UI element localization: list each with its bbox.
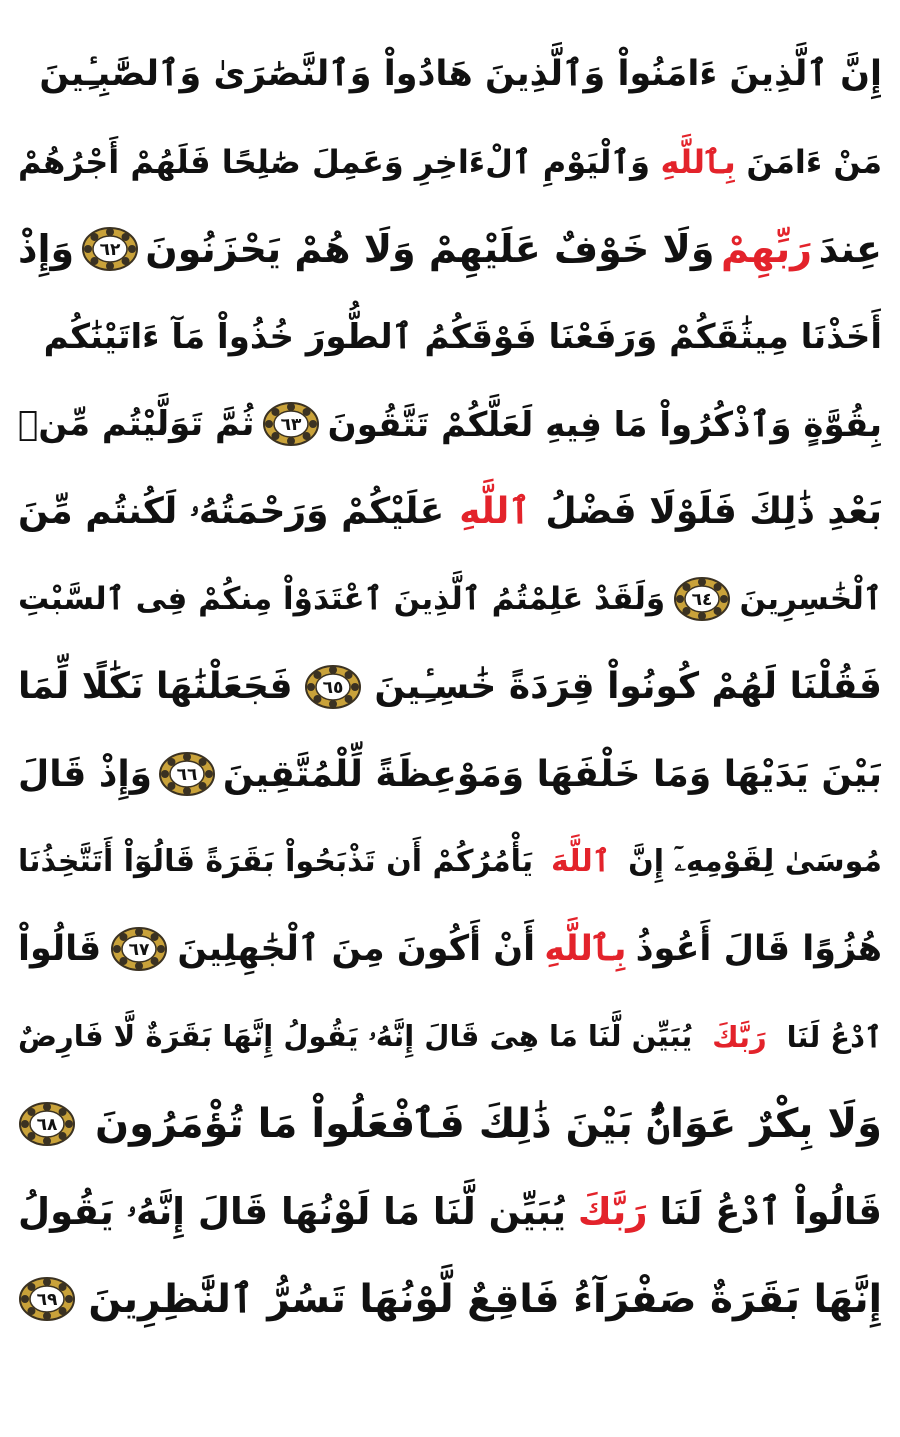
text-line xyxy=(18,993,882,1081)
text-line xyxy=(18,380,882,468)
divine-name-word: ٱللَّهِ xyxy=(459,491,531,532)
verse-text: أَنْ أَكُونَ مِنَ ٱلْجَٰهِلِينَ xyxy=(177,929,536,969)
divine-name-word: رَبَّكَ xyxy=(577,1190,648,1233)
divine-name-word: رَبَّكَ xyxy=(712,1019,767,1054)
verse-text: يُبَيِّن لَّنَا مَا هِىَ قَالَ إِنَّهُۥ يَقُولُ إِنَّهَا بَقَرَةٌ لَّا فَارِضٌ xyxy=(18,1019,693,1053)
ayah-number: ٦٢ xyxy=(99,240,121,260)
verse-text: عَلَيْكُمْ وَرَحْمَتُهُۥ لَكُنتُم مِّنَ xyxy=(18,490,445,532)
text-line xyxy=(18,1255,882,1343)
ayah-end-marker-icon xyxy=(673,576,731,622)
ayah-number: ٦٩ xyxy=(36,1290,58,1310)
verse-text: بِقُوَّةٍ وَٱذْكُرُواْ مَا فِيهِ لَعَلَّكُمْ تَتَّقُونَ xyxy=(327,404,882,445)
ayah-end-marker-icon xyxy=(262,401,320,447)
divine-name-word: بِٱللَّهِ xyxy=(544,929,627,969)
ayah-end-marker-icon xyxy=(158,751,216,797)
text-line xyxy=(18,643,882,731)
text-line xyxy=(18,205,882,293)
verse-text: هُزُوًا قَالَ أَعُوذُ xyxy=(635,929,882,969)
text-line xyxy=(18,293,882,381)
verse-text: بَعْدِ ذَٰلِكَ فَلَوْلَا فَضْلُ xyxy=(545,491,882,532)
text-line xyxy=(18,905,882,993)
text-line xyxy=(18,468,882,556)
verse-text: فَجَعَلْنَٰهَا نَكَٰلًا لِّمَا xyxy=(18,666,293,707)
text-line xyxy=(18,1080,882,1168)
ayah-number: ٦٤ xyxy=(691,590,713,610)
verse-text: قَالُواْ ٱدْعُ لَنَا xyxy=(659,1190,882,1233)
verse-text: ٱدْعُ لَنَا xyxy=(786,1019,882,1054)
verse-text: مَنْ ءَامَنَ xyxy=(746,142,882,181)
divine-name-word: رَبِّهِمْ xyxy=(721,227,813,271)
ayah-number: ٦٦ xyxy=(177,765,198,785)
verse-text: وَلَا خَوْفٌ عَلَيْهِمْ وَلَا هُمْ يَحْزَنُونَ xyxy=(145,227,715,271)
verse-text: ثُمَّ تَوَلَّيْتُم مِّنۢ xyxy=(18,404,255,444)
ayah-end-marker-icon xyxy=(18,1101,76,1147)
divine-name-word: ٱللَّهَ xyxy=(551,844,611,879)
text-line xyxy=(18,730,882,818)
ayah-number: ٦٧ xyxy=(128,940,150,960)
verse-text: ٱلْخَٰسِرِينَ xyxy=(739,581,882,617)
verse-text: أَخَذْنَا مِيثَٰقَكُمْ وَرَفَعْنَا فَوْقَكُمُ ٱلطُّورَ خُذُواْ مَآ ءَاتَيْنَٰكُم xyxy=(43,317,882,357)
verse-text: بَيْنَ يَدَيْهَا وَمَا خَلْفَهَا وَمَوْعِظَةً لِّلْمُتَّقِينَ xyxy=(222,753,882,795)
verse-text: يَأْمُرُكُمْ أَن تَذْبَحُواْ بَقَرَةً قَالُوٓاْ أَتَتَّخِذُنَا xyxy=(18,844,534,879)
verse-text: وَإِذْ xyxy=(18,227,75,271)
verse-text: يُبَيِّن لَّنَا مَا لَوْنُهَا قَالَ إِنَّهُۥ يَقُولُ xyxy=(18,1189,566,1233)
text-line xyxy=(18,555,882,643)
verse-text: عِندَ xyxy=(818,227,882,271)
text-line xyxy=(18,30,882,118)
verse-text: قَالُواْ xyxy=(18,929,102,969)
ayah-end-marker-icon xyxy=(18,1276,76,1322)
verse-text: وَلَا بِكْرٌ عَوَانٌۢ بَيْنَ ذَٰلِكَ فَٱفْعَلُواْ مَا تُؤْمَرُونَ xyxy=(94,1101,882,1147)
ayah-end-marker-icon xyxy=(110,926,168,972)
verse-text: وَإِذْ قَالَ xyxy=(18,753,153,795)
text-line xyxy=(18,118,882,206)
text-line xyxy=(18,818,882,906)
ayah-number: ٦٥ xyxy=(323,677,344,698)
ayah-end-marker-icon xyxy=(304,664,362,710)
verse-text: إِنَّهَا بَقَرَةٌ صَفْرَآءُ فَاقِعٌ لَّوْنُهَا تَسُرُّ ٱلنَّٰظِرِينَ xyxy=(88,1276,882,1322)
verse-text: فَقُلْنَا لَهُمْ كُونُواْ قِرَدَةً خَٰسِـِٔينَ xyxy=(374,666,882,707)
ayah-number: ٦٣ xyxy=(280,415,302,435)
verse-text: وَلَقَدْ عَلِمْتُمُ ٱلَّذِينَ ٱعْتَدَوْاْ مِنكُمْ فِى ٱلسَّبْتِ xyxy=(18,581,666,617)
divine-name-word: بِٱللَّهِ xyxy=(660,142,736,181)
text-line xyxy=(18,1168,882,1256)
verse-text: مُوسَىٰ لِقَوْمِهِۦٓ إِنَّ xyxy=(628,844,882,879)
ayah-number: ٦٨ xyxy=(36,1115,58,1135)
verse-text: إِنَّ ٱلَّذِينَ ءَامَنُواْ وَٱلَّذِينَ هَادُواْ وَٱلنَّصَٰرَىٰ وَٱلصَّٰبِـِٔينَ xyxy=(39,54,882,94)
ayah-end-marker-icon xyxy=(81,226,139,272)
verse-text: وَٱلْيَوْمِ ٱلْءَاخِرِ وَعَمِلَ صَٰلِحًا فَلَهُمْ أَجْرُهُمْ xyxy=(18,142,651,181)
